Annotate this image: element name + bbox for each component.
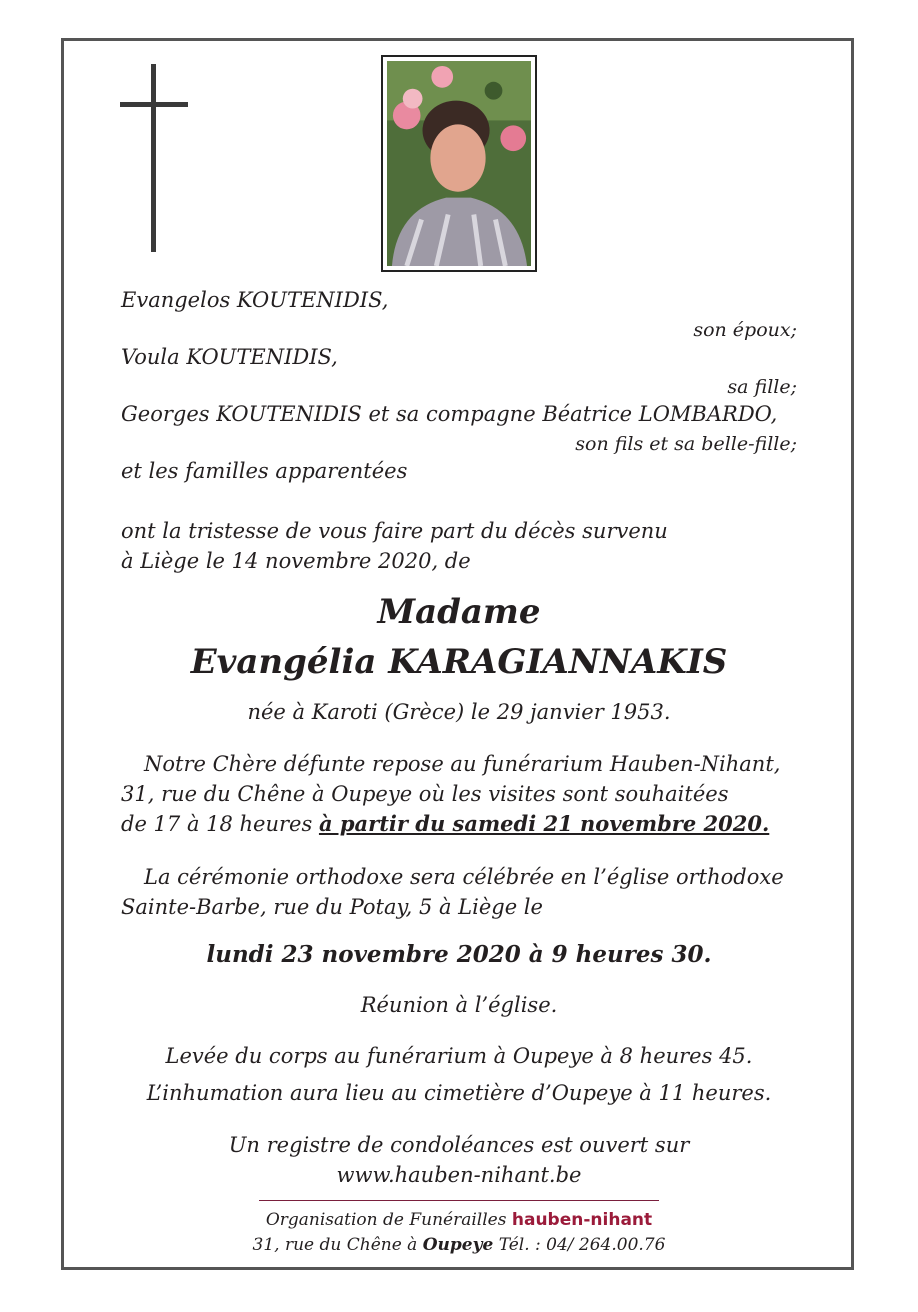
address-street: 31, rue du Chêne à: [252, 1235, 423, 1255]
son-name: Georges KOUTENIDIS et sa compagne Béatrice LOMBARDO,: [121, 402, 778, 426]
portrait-image: [387, 61, 531, 266]
visitation-hours: de 17 à 18 heures: [121, 812, 319, 836]
deceased-title: Madame: [377, 592, 541, 632]
daughter-name: Voula KOUTENIDIS,: [121, 345, 338, 369]
condolences-line: Un registre de condoléances est ouvert sur: [228, 1133, 690, 1157]
deceased-name: Evangélia KARAGIANNAKIS: [190, 642, 728, 682]
meeting-info: Réunion à l’église.: [360, 993, 558, 1017]
ceremony-line-2: Sainte-Barbe, rue du Potay, 5 à Liège le: [121, 895, 543, 919]
brand-logo: hauben-nihant: [511, 1210, 653, 1230]
ceremony-line-1: La cérémonie orthodoxe sera célébrée en l’église orthodoxe: [144, 865, 784, 889]
address-city: Oupeye: [422, 1235, 494, 1255]
footer-divider: [259, 1200, 659, 1201]
cross-icon-bar: [120, 102, 188, 107]
related-families: et les familles apparentées: [121, 459, 408, 483]
organisation-label: Organisation de Funérailles: [265, 1210, 512, 1230]
burial-info: L’inhumation aura lieu au cimetière d’Oupeye à 11 heures.: [146, 1081, 772, 1105]
spouse-role: son époux;: [693, 319, 797, 341]
footer-organisation: [0, 1208, 918, 1232]
ceremony-datetime: lundi 23 novembre 2020 à 9 heures 30.: [206, 941, 712, 968]
condolences-website[interactable]: www.hauben-nihant.be: [336, 1163, 582, 1187]
visitation-line-3: [121, 811, 769, 837]
announcement-line-1: ont la tristesse de vous faire part du décès survenu: [121, 519, 668, 543]
phone-number: Tél. : 04/ 264.00.76: [493, 1235, 666, 1255]
visitation-line-2: 31, rue du Chêne à Oupeye où les visites sont souhaitées: [121, 782, 729, 806]
announcement-line-2: à Liège le 14 novembre 2020, de: [121, 549, 471, 573]
cross-icon: [151, 64, 156, 252]
son-role: son fils et sa belle-fille;: [575, 433, 797, 455]
footer-address: [0, 1233, 918, 1257]
visitation-start-date: à partir du samedi 21 novembre 2020.: [318, 811, 770, 836]
daughter-role: sa fille;: [727, 376, 797, 398]
birth-info: née à Karoti (Grèce) le 29 janvier 1953.: [247, 700, 671, 724]
levee-info: Levée du corps au funérarium à Oupeye à 8 heures 45.: [165, 1044, 753, 1068]
spouse-name: Evangelos KOUTENIDIS,: [121, 288, 389, 312]
portrait-photo: [381, 55, 537, 272]
visitation-line-1: Notre Chère défunte repose au funérarium Hauben-Nihant,: [144, 752, 781, 776]
